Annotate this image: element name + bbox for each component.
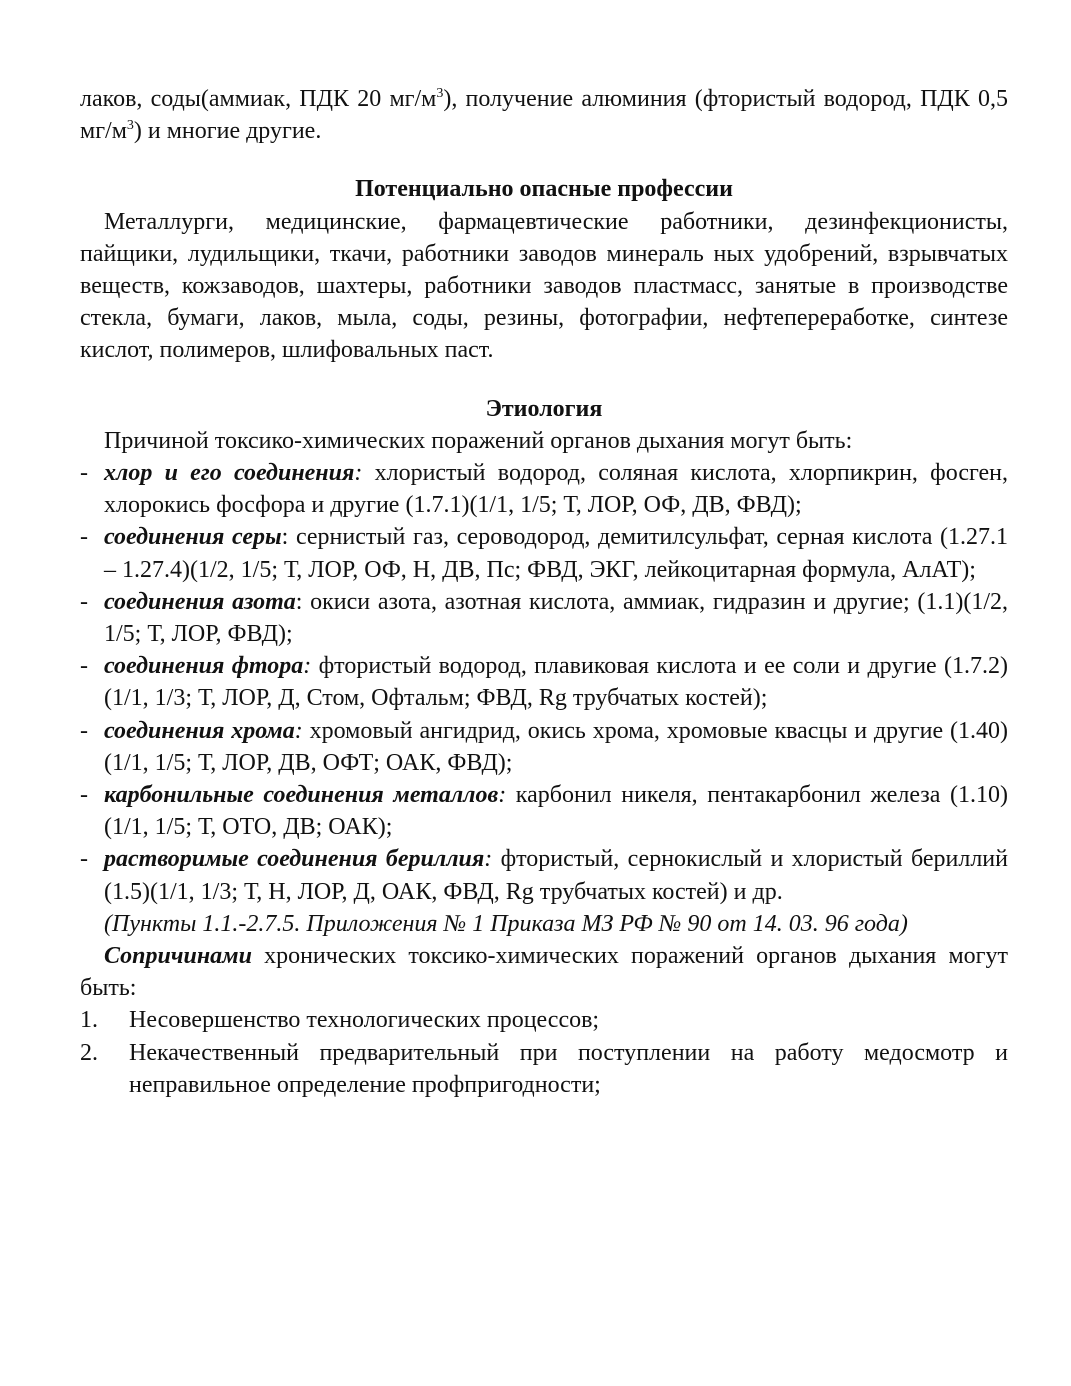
superscript-3: 3	[126, 118, 134, 134]
list-marker: -	[80, 846, 88, 873]
list-marker: -	[80, 782, 88, 809]
numbered-item	[80, 1004, 1008, 1036]
document-page	[80, 83, 1008, 1101]
spacer	[80, 147, 1008, 173]
list-term: растворимые соединения бериллия	[104, 846, 485, 873]
superscript-3: 3	[436, 86, 444, 101]
list-term: соединения хрома	[104, 717, 295, 744]
section-heading-etiology: Этиология	[485, 395, 603, 422]
cocauses-term: Сопричинами	[104, 943, 252, 970]
list-text: хромовый ангидрид, окись хрома, хромовые квасцы и другие (1.40)(1/1, 1/5; Т, ЛОР, ДВ, ОФТ; ОАК, ФВД);	[104, 717, 1008, 776]
spacer	[80, 367, 1008, 393]
etiology-list	[80, 457, 1008, 908]
list-item: - соединения азота: окиси азота, азотная кислота, аммиак, гидразин и другие; (1.1)(1/2, 1/5; Т, ЛОР, ФВД);	[80, 586, 1008, 650]
intro-paragraph: лаков, соды(аммиак, ПДК 20 $мг/м^3$), получение алюминия (фтористый водород, ПДК 0,5 $мг/м^3$) и многие другие.	[80, 86, 1008, 145]
list-text: хлористый водород, соляная кислота, хлорпикрин, фосген, хлорокись фосфора и другие (1.7.1)(1/1, 1/5; Т, ЛОР, ОФ, ДВ, ФВД);	[104, 460, 1008, 519]
item-text: Некачественный предварительный при поступлении на работу медосмотр и неправильное определение профпригодности;	[129, 1039, 1008, 1098]
list-item: - соединения фтора: фтористый водород, плавиковая кислота и ее соли и другие (1.7.2)(1/1, 1/3; Т, ЛОР, Д, Стом, Офтальм; ФВД, Rg трубчатых костей);	[80, 650, 1008, 714]
list-item: - соединения хрома: хромовый ангидрид, окись хрома, хромовые квасцы и другие (1.40)(1/1, 1/5; Т, ЛОР, ДВ, ОФТ; ОАК, ФВД);	[80, 715, 1008, 779]
item-text: Несовершенство технологических процессов;	[129, 1007, 600, 1034]
list-term: соединения фтора	[104, 653, 304, 680]
etiology-lead: Причиной токсико-химических поражений органов дыхания могут быть:	[104, 427, 853, 454]
cocauses-paragraph: Сопричинами хронических токсико-химических поражений органов дыхания могут быть:	[80, 943, 1008, 1002]
item-number: 1.	[80, 1007, 98, 1034]
professions-paragraph: Металлурги, медицинские, фармацевтические работники, дезинфекционисты, пайщики, лудильщики, ткачи, работники заводов минераль ных удобрений, взрывчатых веществ, кожзаводов, шахтеры, работники заводов пластмасс, занятые в производстве стекла, бумаги, лаков, мыла, соды, резины, фотографии, нефтепереработке, синтезе кислот, полимеров, шлифовальных паст.	[80, 208, 1008, 364]
list-term: соединения серы	[104, 524, 282, 551]
list-item: - растворимые соединения бериллия: фтористый, сернокислый и хлористый бериллий (1.5)(1/1, 1/3; Т, Н, ЛОР, Д, ОАК, ФВД, Rg трубчатых костей) и др.	[80, 843, 1008, 907]
cocauses-list	[80, 1004, 1008, 1101]
list-marker: -	[80, 460, 88, 487]
list-marker: -	[80, 588, 88, 615]
section-heading-professions: Потенциально опасные профессии	[355, 176, 733, 203]
numbered-item	[80, 1037, 1008, 1101]
list-text: сернистый газ, сероводород, демитилсульфат, серная кислота (1.27.1 – 1.27.4)(1/2, 1/5; Т, ЛОР, ОФ, Н, ДВ, Пс; ФВД, ЭКГ, лейкоцитарная формула, АлАТ);	[104, 524, 1008, 583]
item-number: 2.	[80, 1039, 98, 1066]
list-text: окиси азота, азотная кислота, аммиак, гидразин и другие; (1.1)(1/2, 1/5; Т, ЛОР, ФВД);	[104, 588, 1008, 648]
list-text: фтористый, сернокислый и хлористый бериллий (1.5)(1/1, 1/3; Т, Н, ЛОР, Д, ОАК, ФВД, Rg трубчатых костей) и др.	[104, 846, 1008, 905]
list-text: фтористый водород, плавиковая кислота и ее соли и другие (1.7.2)(1/1, 1/3; Т, ЛОР, Д, Стом, Офтальм; ФВД, Rg трубчатых костей);	[104, 653, 1009, 712]
list-text: карбонил никеля, пентакарбонил железа (1.10)(1/1, 1/5; Т, ОТО, ДВ; ОАК);	[104, 782, 1009, 841]
source-note: (Пункты 1.1.-2.7.5. Приложения № 1 Приказа МЗ РФ № 90 от 14. 03. 96 года)	[104, 910, 908, 937]
list-item: - карбонильные соединения металлов: карбонил никеля, пентакарбонил железа (1.10)(1/1, 1/5; Т, ОТО, ДВ; ОАК);	[80, 779, 1008, 843]
list-marker: -	[80, 524, 88, 551]
list-item: - соединения серы: сернистый газ, сероводород, демитилсульфат, серная кислота (1.27.1 – 1.27.4)(1/2, 1/5; Т, ЛОР, ОФ, Н, ДВ, Пс; ФВД, ЭКГ, лейкоцитарная формула, АлАТ);	[80, 521, 1008, 585]
list-marker: -	[80, 653, 88, 680]
list-term: карбонильные соединения металлов	[104, 782, 499, 809]
list-term: соединения азота	[104, 588, 296, 615]
list-item: - хлор и его соединения: хлористый водород, соляная кислота, хлорпикрин, фосген, хлорокись фосфора и другие (1.7.1)(1/1, 1/5; Т, ЛОР, ОФ, ДВ, ФВД);	[80, 457, 1008, 521]
list-marker: -	[80, 717, 88, 744]
list-term: хлор и его соединения	[104, 460, 355, 487]
